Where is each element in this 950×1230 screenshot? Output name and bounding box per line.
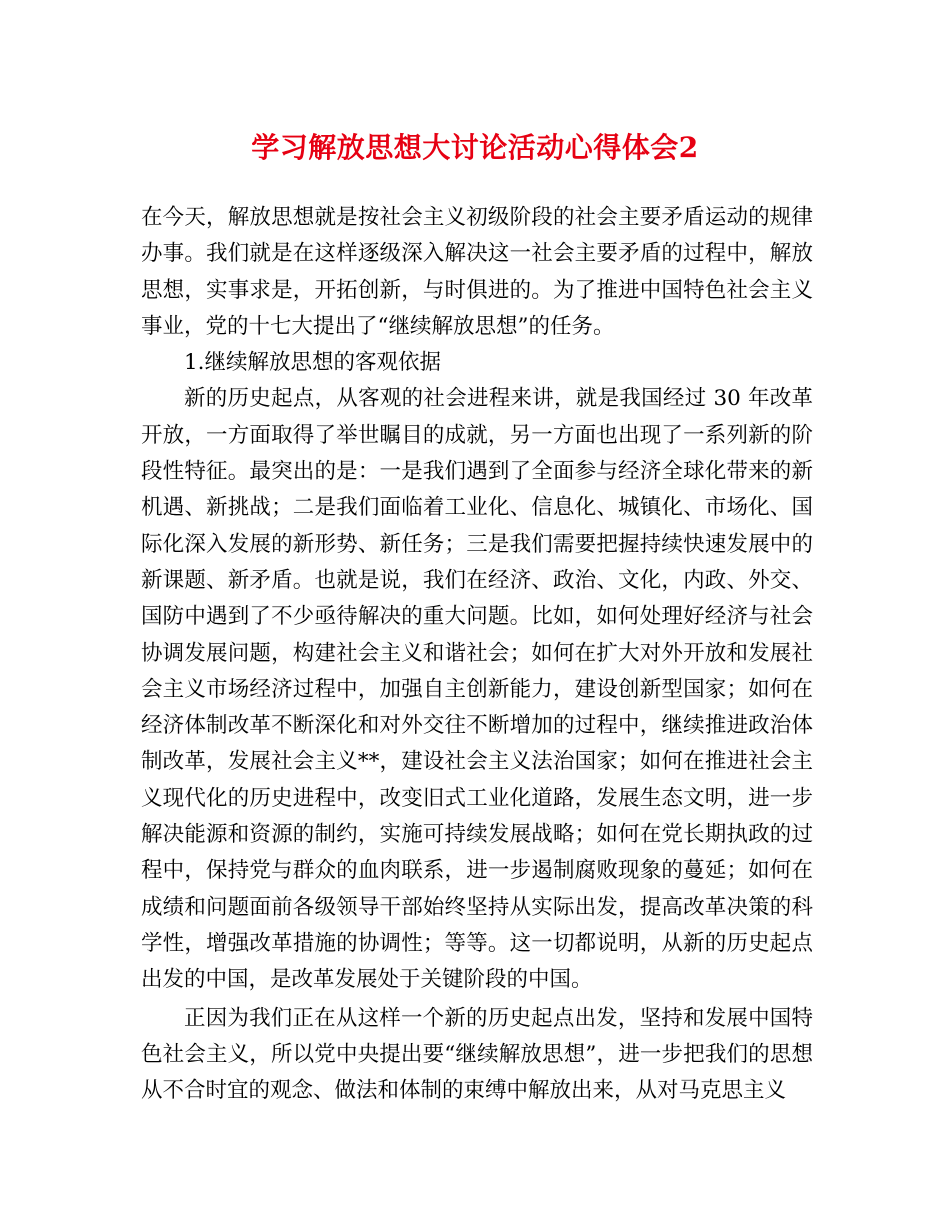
paragraph-continue-emancipation: 正因为我们正在从这样一个新的历史起点出发，坚持和发展中国特色社会主义，所以党中央提出要“继续解放思想”，进一步把我们的思想从不合时宜的观念、做法和体制的束缚中解放出来，从对马克思主义 — [141, 1005, 813, 1104]
paragraph-historical-starting-point: 新的历史起点，从客观的社会进程来讲，就是我国经过 30 年改革开放，一方面取得了举世瞩目的成就，另一方面也出现了一系列新的阶段性特征。最突出的是：一是我们遇到了全面参与经济全球化带来的新机遇、新挑战；二是我们面临着工业化、信息化、城镇化、市场化、国际化深入发展的新形势、新任务；三是我们需要把握持续快速发展中的新课题、新矛盾。也就是说，我们在经济、政治、文化，内政、外交、国防中遇到了不少亟待解决的重大问题。比如，如何处理好经济与社会协调发展问题，构建社会主义和谐社会；如何在扩大对外开放和发展社会主义市场经济过程中，加强自主创新能力，建设创新型国家；如何在经济体制改革不断深化和对外交往不断增加的过程中，继续推进政治体制改革，发展社会主义**，建设社会主义法治国家；如何在推进社会主义现代化的历史进程中，改变旧式工业化道路，发展生态文明，进一步解决能源和资源的制约，实施可持续发展战略；如何在党长期执政的过程中，保持党与群众的血肉联系，进一步遏制腐败现象的蔓延；如何在成绩和问题面前各级领导干部始终坚持从实际出发，提高改革决策的科学性，增强改革措施的协调性；等等。这一切都说明，从新的历史起点出发的中国，是改革发展处于关键阶段的中国。 — [141, 386, 813, 993]
section-heading: 1.继续解放思想的客观依据 — [184, 350, 442, 376]
document-body — [141, 200, 813, 1109]
paragraph-intro: 在今天，解放思想就是按社会主义初级阶段的社会主要矛盾运动的规律办事。我们就是在这样逐级深入解决这一社会主要矛盾的过程中，解放思想，实事求是，开拓创新，与时俱进的。为了推进中国特色社会主义事业，党的十七大提出了“继续解放思想”的任务。 — [141, 205, 813, 339]
document-title: 学习解放思想大讨论活动心得体会2 — [251, 131, 699, 164]
